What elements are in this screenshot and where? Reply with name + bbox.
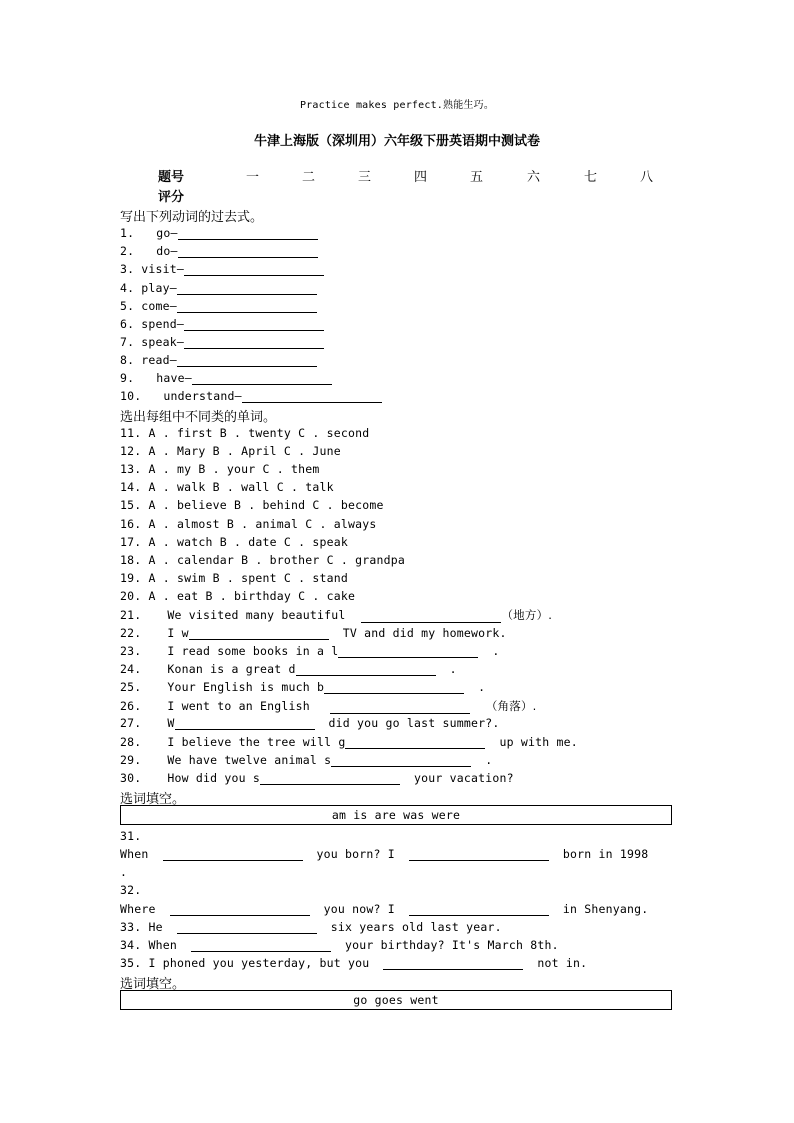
question-21: 21. We visited many beautiful （地方）. xyxy=(120,608,553,622)
question-32-number: 32. xyxy=(120,883,142,897)
question-7: 7. speak— xyxy=(120,335,324,349)
answer-blank[interactable] xyxy=(177,281,317,295)
question-2: 2. do— xyxy=(120,244,318,258)
answer-blank[interactable] xyxy=(189,626,329,640)
question-5: 5. come— xyxy=(120,299,317,313)
question-1: 1. go— xyxy=(120,226,318,240)
question-10: 10. understand— xyxy=(120,389,382,403)
score-row-label: 题号 xyxy=(158,170,185,185)
question-11: 11. A . first B . twenty C . second xyxy=(120,426,370,440)
question-18: 18. A . calendar B . brother C . grandpa xyxy=(120,553,405,567)
question-19: 19. A . swim B . spent C . stand xyxy=(120,571,348,585)
answer-blank[interactable] xyxy=(184,317,324,331)
question-31-end: . xyxy=(120,865,128,879)
question-32: Where you now? I in Shenyang. xyxy=(120,902,649,916)
section-4-heading: 选词填空。 xyxy=(120,977,186,992)
page-title: 牛津上海版（深圳用）六年级下册英语期中测试卷 xyxy=(253,134,540,149)
answer-blank[interactable] xyxy=(345,735,485,749)
score-col-1: 一 xyxy=(246,170,260,185)
answer-blank[interactable] xyxy=(177,353,317,367)
question-12: 12. A . Mary B . April C . June xyxy=(120,444,341,458)
question-8: 8. read— xyxy=(120,353,317,367)
answer-blank[interactable] xyxy=(177,920,317,934)
answer-blank[interactable] xyxy=(177,299,317,313)
answer-blank[interactable] xyxy=(330,700,470,714)
question-4: 4. play— xyxy=(120,281,317,295)
answer-blank[interactable] xyxy=(338,644,478,658)
score-col-7: 七 xyxy=(584,170,598,185)
answer-blank[interactable] xyxy=(409,847,549,861)
answer-blank[interactable] xyxy=(192,371,332,385)
question-6: 6. spend— xyxy=(120,317,324,331)
question-13: 13. A . my B . your C . them xyxy=(120,462,320,476)
score-col-6: 六 xyxy=(527,170,541,185)
question-9: 9. have— xyxy=(120,371,332,385)
question-29: 29. We have twelve animal s . xyxy=(120,753,493,767)
answer-blank[interactable] xyxy=(178,226,318,240)
score-col-3: 三 xyxy=(358,170,372,185)
score-col-2: 二 xyxy=(302,170,316,185)
question-24: 24. Konan is a great d . xyxy=(120,662,457,676)
score-col-8: 八 xyxy=(640,170,654,185)
answer-blank[interactable] xyxy=(175,716,315,730)
question-28: 28. I believe the tree will g up with me. xyxy=(120,735,578,749)
section-1-heading: 写出下列动词的过去式。 xyxy=(120,210,264,225)
answer-blank[interactable] xyxy=(361,609,501,623)
section-3-heading: 选词填空。 xyxy=(120,792,186,807)
answer-blank[interactable] xyxy=(178,244,318,258)
question-17: 17. A . watch B . date C . speak xyxy=(120,535,348,549)
answer-blank[interactable] xyxy=(296,662,436,676)
answer-blank[interactable] xyxy=(260,771,400,785)
score-col-4: 四 xyxy=(414,170,428,185)
question-22: 22. I w TV and did my homework. xyxy=(120,626,507,640)
answer-blank[interactable] xyxy=(242,389,382,403)
answer-blank[interactable] xyxy=(184,335,324,349)
question-23: 23. I read some books in a l . xyxy=(120,644,500,658)
question-30: 30. How did you s your vacation? xyxy=(120,771,514,785)
question-34: 34. When your birthday? It's March 8th. xyxy=(120,938,559,952)
word-bank-box-2: go goes went xyxy=(120,990,672,1010)
question-26: 26. I went to an English （角落）. xyxy=(120,699,537,713)
answer-blank[interactable] xyxy=(409,902,549,916)
question-31: When you born? I born in 1998 xyxy=(120,847,649,861)
question-16: 16. A . almost B . animal C . always xyxy=(120,517,377,531)
answer-blank[interactable] xyxy=(170,902,310,916)
answer-blank[interactable] xyxy=(184,262,324,276)
page-header: Practice makes perfect.熟能生巧。 xyxy=(299,100,495,111)
answer-blank[interactable] xyxy=(324,680,464,694)
answer-blank[interactable] xyxy=(383,956,523,970)
score-row2-label: 评分 xyxy=(158,190,185,205)
question-15: 15. A . believe B . behind C . become xyxy=(120,498,384,512)
word-bank-box: am is are was were xyxy=(120,805,672,825)
score-col-5: 五 xyxy=(470,170,484,185)
question-31-number: 31. xyxy=(120,829,142,843)
question-3: 3. visit— xyxy=(120,262,324,276)
question-25: 25. Your English is much b . xyxy=(120,680,486,694)
question-33: 33. He six years old last year. xyxy=(120,920,502,934)
section-2-heading: 选出每组中不同类的单词。 xyxy=(120,410,277,425)
question-27: 27. W did you go last summer?. xyxy=(120,716,500,730)
question-35: 35. I phoned you yesterday, but you not in. xyxy=(120,956,588,970)
answer-blank[interactable] xyxy=(191,938,331,952)
answer-blank[interactable] xyxy=(163,847,303,861)
answer-blank[interactable] xyxy=(331,753,471,767)
question-14: 14. A . walk B . wall C . talk xyxy=(120,480,334,494)
question-20: 20. A . eat B . birthday C . cake xyxy=(120,589,356,603)
